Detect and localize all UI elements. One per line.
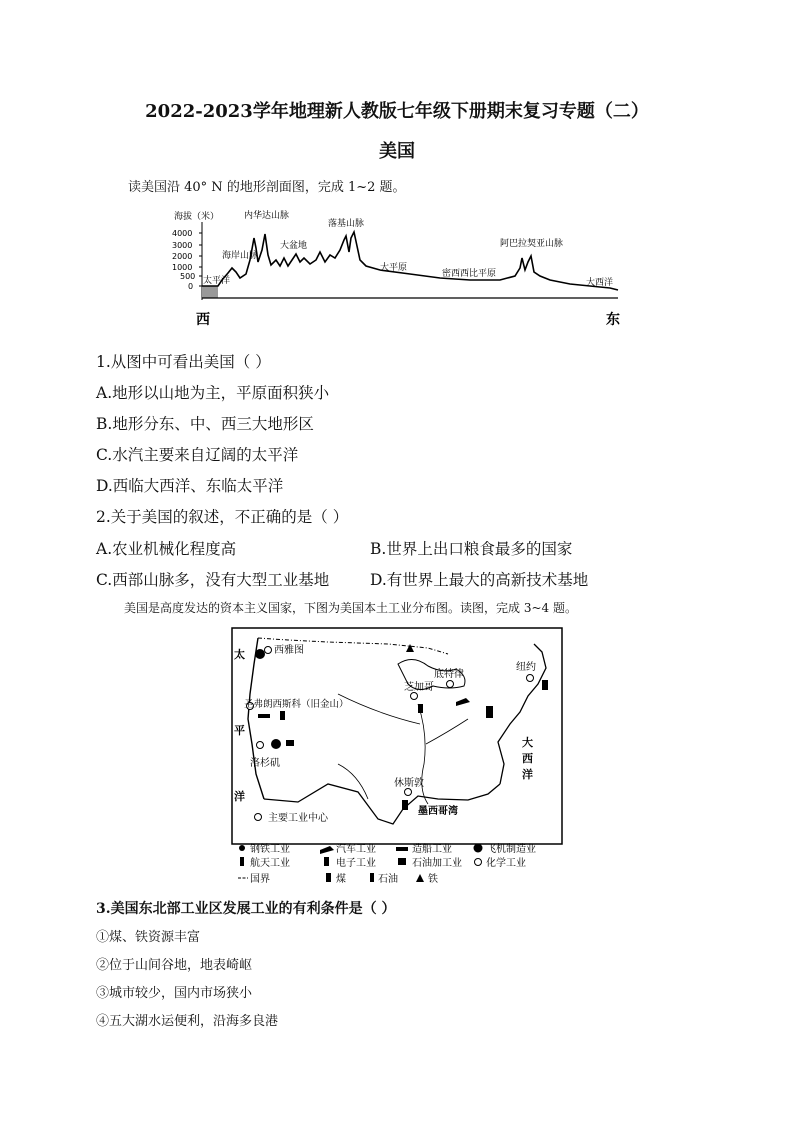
gulf-label: 墨西哥湾 bbox=[418, 806, 458, 817]
q2-stem: 2.关于美国的叙述，不正确的是（ ） bbox=[96, 508, 349, 526]
la-marker bbox=[257, 742, 264, 749]
q3-option-4: ④五大湖水运便利，沿海多良港 bbox=[96, 1014, 279, 1029]
chicago-electronics-icon bbox=[418, 704, 423, 713]
terrain-profile-figure bbox=[170, 200, 630, 335]
city-newyork: 纽约 bbox=[516, 662, 536, 673]
atlantic-label-2: 西 bbox=[522, 752, 533, 765]
q2-option-c: C.西部山脉多，没有大型工业基地 bbox=[96, 571, 330, 589]
map-frame bbox=[232, 628, 562, 844]
city-detroit: 底特律 bbox=[434, 669, 464, 680]
city-chicago: 芝加哥 bbox=[404, 682, 434, 693]
label-coast-range: 海岸山脉 bbox=[222, 251, 259, 261]
legend-space-icon bbox=[240, 857, 244, 866]
houston-marker bbox=[405, 789, 412, 796]
legend-iron-icon bbox=[416, 874, 424, 882]
legend-iron: 铁 bbox=[428, 874, 438, 885]
label-nevada: 内华达山脉 bbox=[244, 211, 290, 221]
pacific-label-2: 平 bbox=[234, 724, 245, 737]
tick-4000: 4000 bbox=[172, 229, 193, 238]
city-seattle: 西雅图 bbox=[274, 645, 304, 656]
q3-option-1: ①煤、铁资源丰富 bbox=[96, 930, 201, 945]
pacific-label-3: 洋 bbox=[234, 790, 245, 803]
legend-auto-icon bbox=[320, 846, 334, 854]
la-petro-icon bbox=[286, 740, 294, 746]
legend-auto: 汽车工业 bbox=[336, 844, 376, 855]
center-legend-marker bbox=[255, 814, 262, 821]
pacific-label-1: 太 bbox=[234, 648, 245, 661]
q2-option-d: D.有世界上最大的高新技术基地 bbox=[370, 571, 589, 589]
newyork-marker bbox=[527, 675, 534, 682]
city-la: 洛杉矶 bbox=[250, 758, 280, 769]
label-atlantic: 大西洋 bbox=[586, 278, 614, 288]
legend-electronics: 电子工业 bbox=[336, 858, 376, 869]
label-west: 西 bbox=[196, 312, 210, 328]
legend-steel-icon bbox=[239, 845, 245, 851]
tick-1000: 1000 bbox=[172, 263, 193, 272]
label-rockies: 落基山脉 bbox=[328, 219, 365, 229]
q1-option-a: A.地形以山地为主，平原面积狭小 bbox=[96, 384, 330, 402]
legend-chem-icon bbox=[475, 859, 482, 866]
legend-oil-icon bbox=[370, 873, 374, 882]
pacific-ocean-block bbox=[202, 286, 218, 298]
label-mississippi: 密西西比平原 bbox=[442, 269, 497, 279]
la-aircraft-icon bbox=[271, 739, 281, 749]
legend-coal-icon bbox=[326, 873, 331, 882]
detroit-marker bbox=[447, 681, 454, 688]
q3-option-3: ③城市较少，国内市场狭小 bbox=[96, 986, 253, 1001]
map-legend bbox=[239, 842, 536, 869]
sf-ship-icon bbox=[258, 714, 270, 718]
legend-aircraft: 飞机制造业 bbox=[486, 844, 536, 855]
legend-aircraft-icon bbox=[474, 844, 483, 853]
legend-petro: 石油加工业 bbox=[412, 858, 462, 869]
sf-electronics-icon bbox=[280, 711, 285, 720]
label-great-basin: 大盆地 bbox=[280, 241, 308, 251]
label-great-plains: 大平原 bbox=[380, 263, 408, 273]
page-subtitle: 美国 bbox=[379, 141, 415, 162]
coal-icon bbox=[486, 706, 493, 718]
q3-stem: 3.美国东北部工业区发展工业的有利条件是（ ） bbox=[96, 901, 396, 917]
page-title: 2022-2023学年地理新人教版七年级下册期末复习专题（二） bbox=[145, 101, 649, 122]
q1-option-b: B.地形分东、中、西三大地形区 bbox=[96, 415, 314, 433]
legend-coal: 煤 bbox=[336, 874, 346, 885]
atlantic-label-3: 洋 bbox=[522, 768, 533, 781]
center-legend-text: 主要工业中心 bbox=[268, 813, 328, 824]
q2-option-b: B.世界上出口粮食最多的国家 bbox=[370, 540, 573, 558]
q3-option-2: ②位于山间谷地，地表崎岖 bbox=[96, 958, 253, 973]
intro-text-2: 美国是高度发达的资本主义国家，下图为美国本土工业分布图。读图，完成 3~4 题。 bbox=[124, 601, 577, 615]
us-industry-map bbox=[228, 624, 568, 874]
label-appalachian: 阿巴拉契亚山脉 bbox=[500, 239, 564, 249]
q2-option-a: A.农业机械化程度高 bbox=[96, 540, 237, 558]
tick-500: 500 bbox=[180, 272, 196, 281]
tick-3000: 3000 bbox=[172, 241, 193, 250]
city-houston: 休斯敦 bbox=[394, 778, 424, 789]
tick-2000: 2000 bbox=[172, 252, 193, 261]
legend-ship: 造船工业 bbox=[412, 844, 452, 855]
legend-oil: 石油 bbox=[378, 874, 398, 885]
q1-option-c: C.水汽主要来自辽阔的太平洋 bbox=[96, 446, 299, 464]
houston-petro-icon bbox=[402, 800, 408, 810]
seattle-aircraft-icon bbox=[255, 649, 265, 659]
legend-steel: 钢铁工业 bbox=[250, 844, 290, 855]
label-east: 东 bbox=[606, 312, 620, 328]
legend-border: 国界 bbox=[250, 874, 270, 885]
seattle-marker bbox=[265, 647, 272, 654]
atlantic-label-1: 大 bbox=[522, 736, 533, 749]
tick-0: 0 bbox=[188, 282, 194, 291]
legend-space: 航天工业 bbox=[250, 858, 290, 869]
legend-chem: 化学工业 bbox=[486, 858, 526, 869]
q1-stem: 1.从图中可看出美国（ ） bbox=[96, 353, 271, 371]
chicago-marker bbox=[411, 693, 418, 700]
intro-text-1: 读美国沿 40° N 的地形剖面图，完成 1~2 题。 bbox=[128, 180, 406, 195]
city-sf: 圣弗朗西斯科（旧金山） bbox=[244, 699, 349, 710]
newyork-electronics-icon bbox=[542, 680, 548, 690]
label-pacific: 太平洋 bbox=[203, 276, 231, 286]
legend-electronics-icon bbox=[324, 857, 329, 866]
map-legend-row-3 bbox=[228, 872, 568, 888]
legend-ship-icon bbox=[396, 847, 408, 851]
profile-axis-label: 海拔（米） bbox=[174, 212, 220, 222]
q1-option-d: D.西临大西洋、东临太平洋 bbox=[96, 477, 284, 495]
legend-petro-icon bbox=[398, 858, 406, 865]
